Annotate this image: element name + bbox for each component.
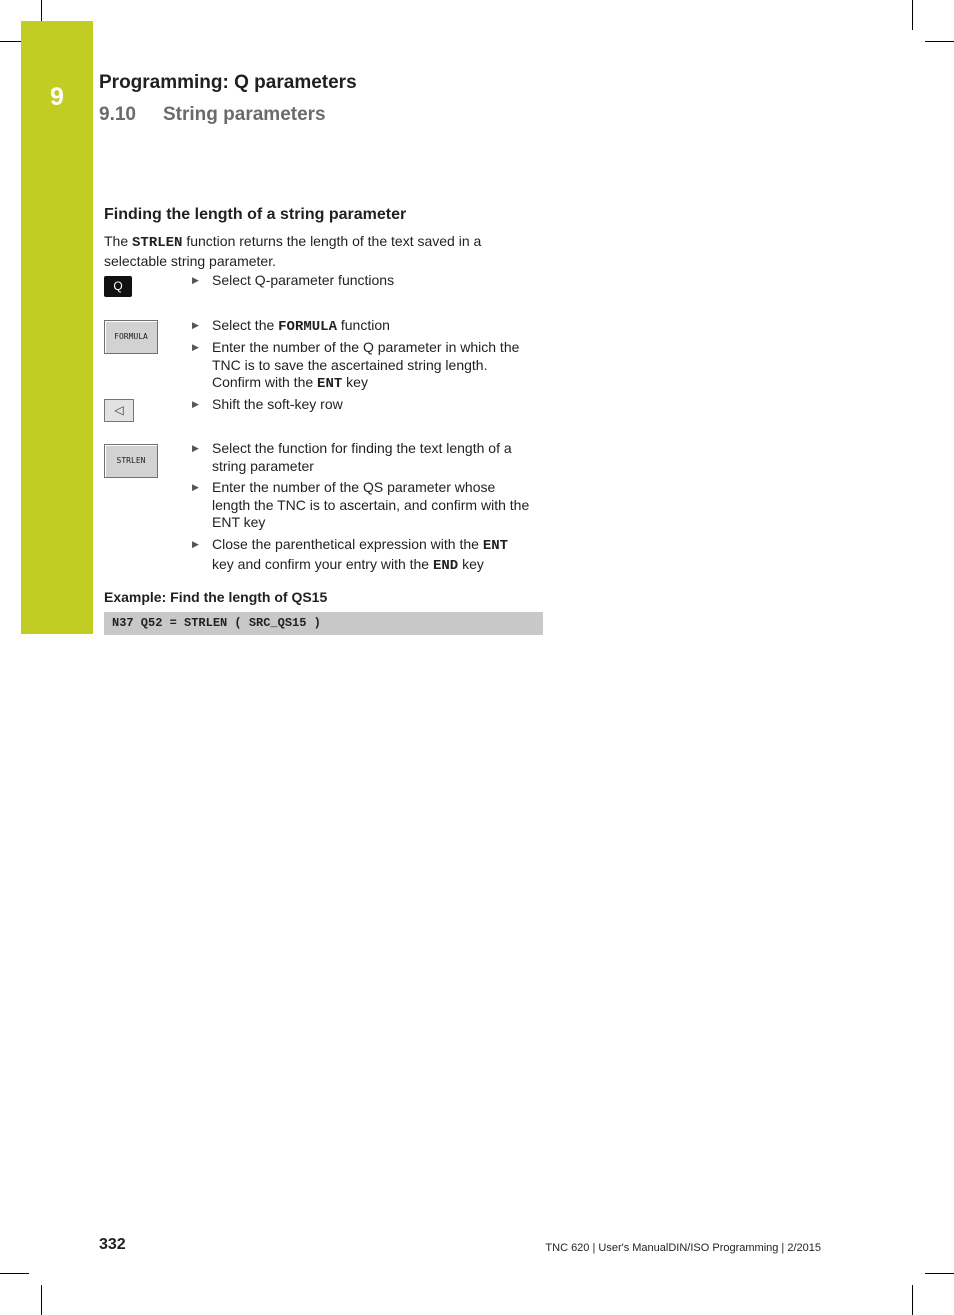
triangle-bullet-icon: ▶ (192, 482, 199, 492)
crop-mark (0, 41, 21, 42)
step-text: Close the parenthetical expression with the ENT key and confirm your entry with the END key (212, 536, 509, 574)
crop-mark (0, 1273, 29, 1274)
triangle-bullet-icon: ▶ (192, 539, 199, 549)
step-item (192, 396, 532, 414)
intro-text: The (104, 233, 133, 249)
step-text: Shift the soft-key row (212, 396, 343, 412)
step-item (192, 536, 532, 575)
step-item (192, 317, 532, 337)
crop-mark (912, 0, 913, 30)
chapter-number: 9 (50, 83, 64, 111)
strlen-softkey-icon: STRLEN (104, 444, 158, 478)
crop-mark (912, 1285, 913, 1315)
intro-text-end: function returns the length of the text saved in a selectable string parameter. (104, 233, 482, 269)
step-item (192, 440, 532, 475)
step-item (192, 479, 532, 532)
triangle-bullet-icon: ▶ (192, 320, 199, 330)
section-number: 9.10 (99, 104, 136, 125)
example-title: Example: Find the length of QS15 (104, 589, 328, 605)
footer-text: TNC 620 | User's ManualDIN/ISO Programming | 2/2015 (545, 1242, 821, 1254)
triangle-bullet-icon: ▶ (192, 443, 199, 453)
crop-mark (925, 41, 954, 42)
crop-mark (41, 0, 42, 21)
step-item (192, 339, 532, 394)
step-text: Enter the number of the Q parameter in which the TNC is to save the ascertained string length. Confirm with the ENT key (212, 339, 520, 392)
crop-mark (41, 1285, 42, 1315)
subsection-heading: Finding the length of a string parameter (104, 206, 407, 223)
step-text: Select the function for finding the text length of a string parameter (212, 440, 512, 474)
triangle-bullet-icon: ▶ (192, 399, 199, 409)
step-text: Select the FORMULA function (212, 317, 390, 335)
intro-paragraph (104, 233, 524, 270)
formula-softkey-icon: FORMULA (104, 320, 158, 354)
step-item (192, 272, 532, 290)
step-text: Enter the number of the QS parameter whose length the TNC is to ascertain, and confirm with the ENT key (212, 479, 530, 530)
triangle-bullet-icon: ▶ (192, 275, 199, 285)
chapter-tab (21, 21, 93, 634)
intro-code: STRLEN (132, 235, 183, 251)
shift-softkey-row-icon: ◁ (104, 399, 134, 422)
section-title: String parameters (163, 104, 326, 125)
triangle-bullet-icon: ▶ (192, 342, 199, 352)
step-text: Select Q-parameter functions (212, 272, 395, 288)
page-number: 332 (99, 1236, 126, 1253)
chapter-title: Programming: Q parameters (99, 72, 357, 93)
crop-mark (925, 1273, 954, 1274)
q-key-icon: Q (104, 276, 132, 297)
code-block: N37 Q52 = STRLEN ( SRC_QS15 ) (104, 612, 543, 635)
